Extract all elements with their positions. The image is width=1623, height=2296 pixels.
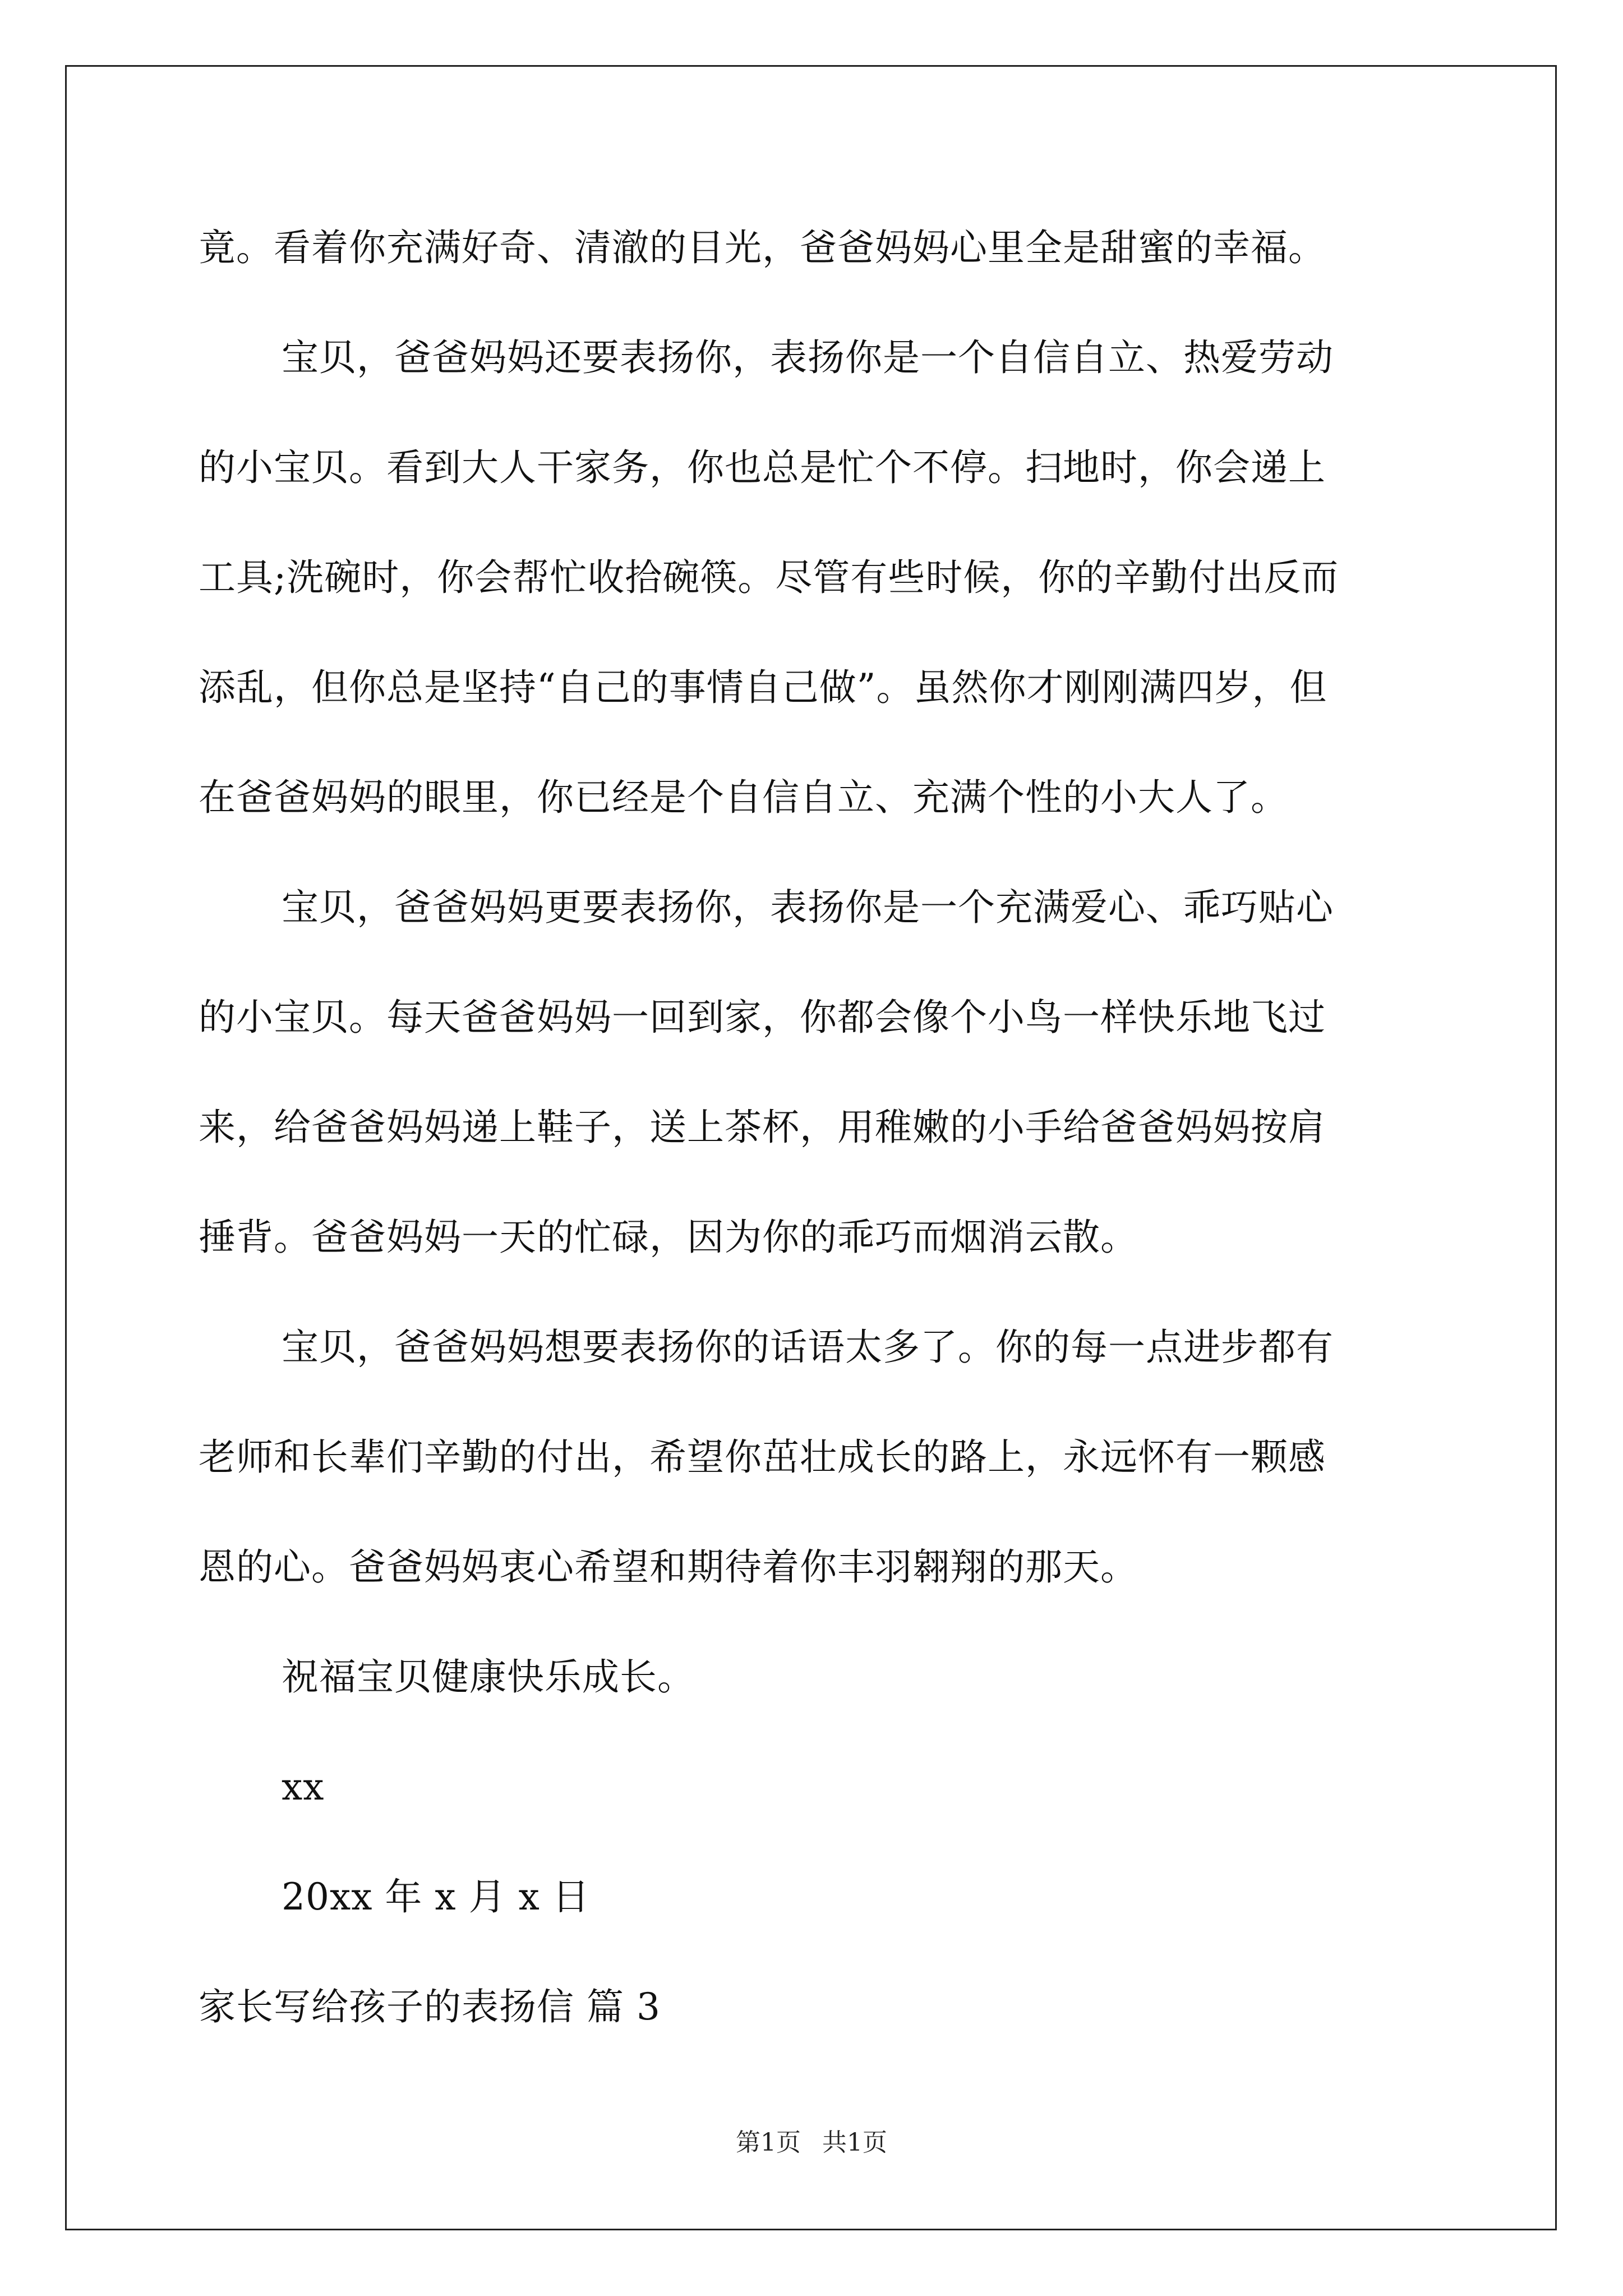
paragraph-line: 添乱，但你总是坚持“自己的事情自己做”。虽然你才刚刚满四岁，但 [199,666,1327,709]
paragraph-line: 来，给爸爸妈妈递上鞋子，送上茶杯，用稚嫩的小手给爸爸妈妈按肩 [199,1106,1326,1149]
paragraph-line: 的小宝贝。看到大人干家务，你也总是忙个不停。扫地时，你会递上 [199,446,1326,489]
signature-line: xx [282,1765,325,1809]
paragraph-line: 工具;洗碗时，你会帮忙收拾碗筷。尽管有些时候，你的辛勤付出反而 [199,556,1339,599]
paragraph-line: 恩的心。爸爸妈妈衷心希望和期待着你丰羽翱翔的那天。 [199,1545,1138,1589]
page-footer [0,2126,1623,2160]
paragraph-line: 的小宝贝。每天爸爸妈妈一回到家，你都会像个小鸟一样快乐地飞过 [199,996,1326,1039]
paragraph-line: 宝贝，爸爸妈妈还要表扬你，表扬你是一个自信自立、热爱劳动 [282,336,1334,379]
paragraph-line: 宝贝，爸爸妈妈想要表扬你的话语太多了。你的每一点进步都有 [282,1326,1334,1369]
paragraph-line: 在爸爸妈妈的眼里，你已经是个自信自立、充满个性的小大人了。 [199,776,1288,819]
date-line: 20xx 年 x 月 x 日 [282,1875,590,1918]
paragraph-line: 竟。看着你充满好奇、清澈的目光，爸爸妈妈心里全是甜蜜的幸福。 [199,226,1326,269]
closing-line: 祝福宝贝健康快乐成长。 [282,1655,695,1699]
page-total: 共1页 [822,2128,887,2157]
section-heading: 家长写给孩子的表扬信 篇 3 [199,1985,661,2028]
page-number: 第1页 [736,2128,801,2157]
paragraph-line: 捶背。爸爸妈妈一天的忙碌，因为你的乖巧而烟消云散。 [199,1216,1138,1259]
paragraph-line: 宝贝，爸爸妈妈更要表扬你，表扬你是一个充满爱心、乖巧贴心 [282,886,1334,929]
paragraph-line: 老师和长辈们辛勤的付出，希望你茁壮成长的路上，永远怀有一颗感 [199,1435,1326,1479]
